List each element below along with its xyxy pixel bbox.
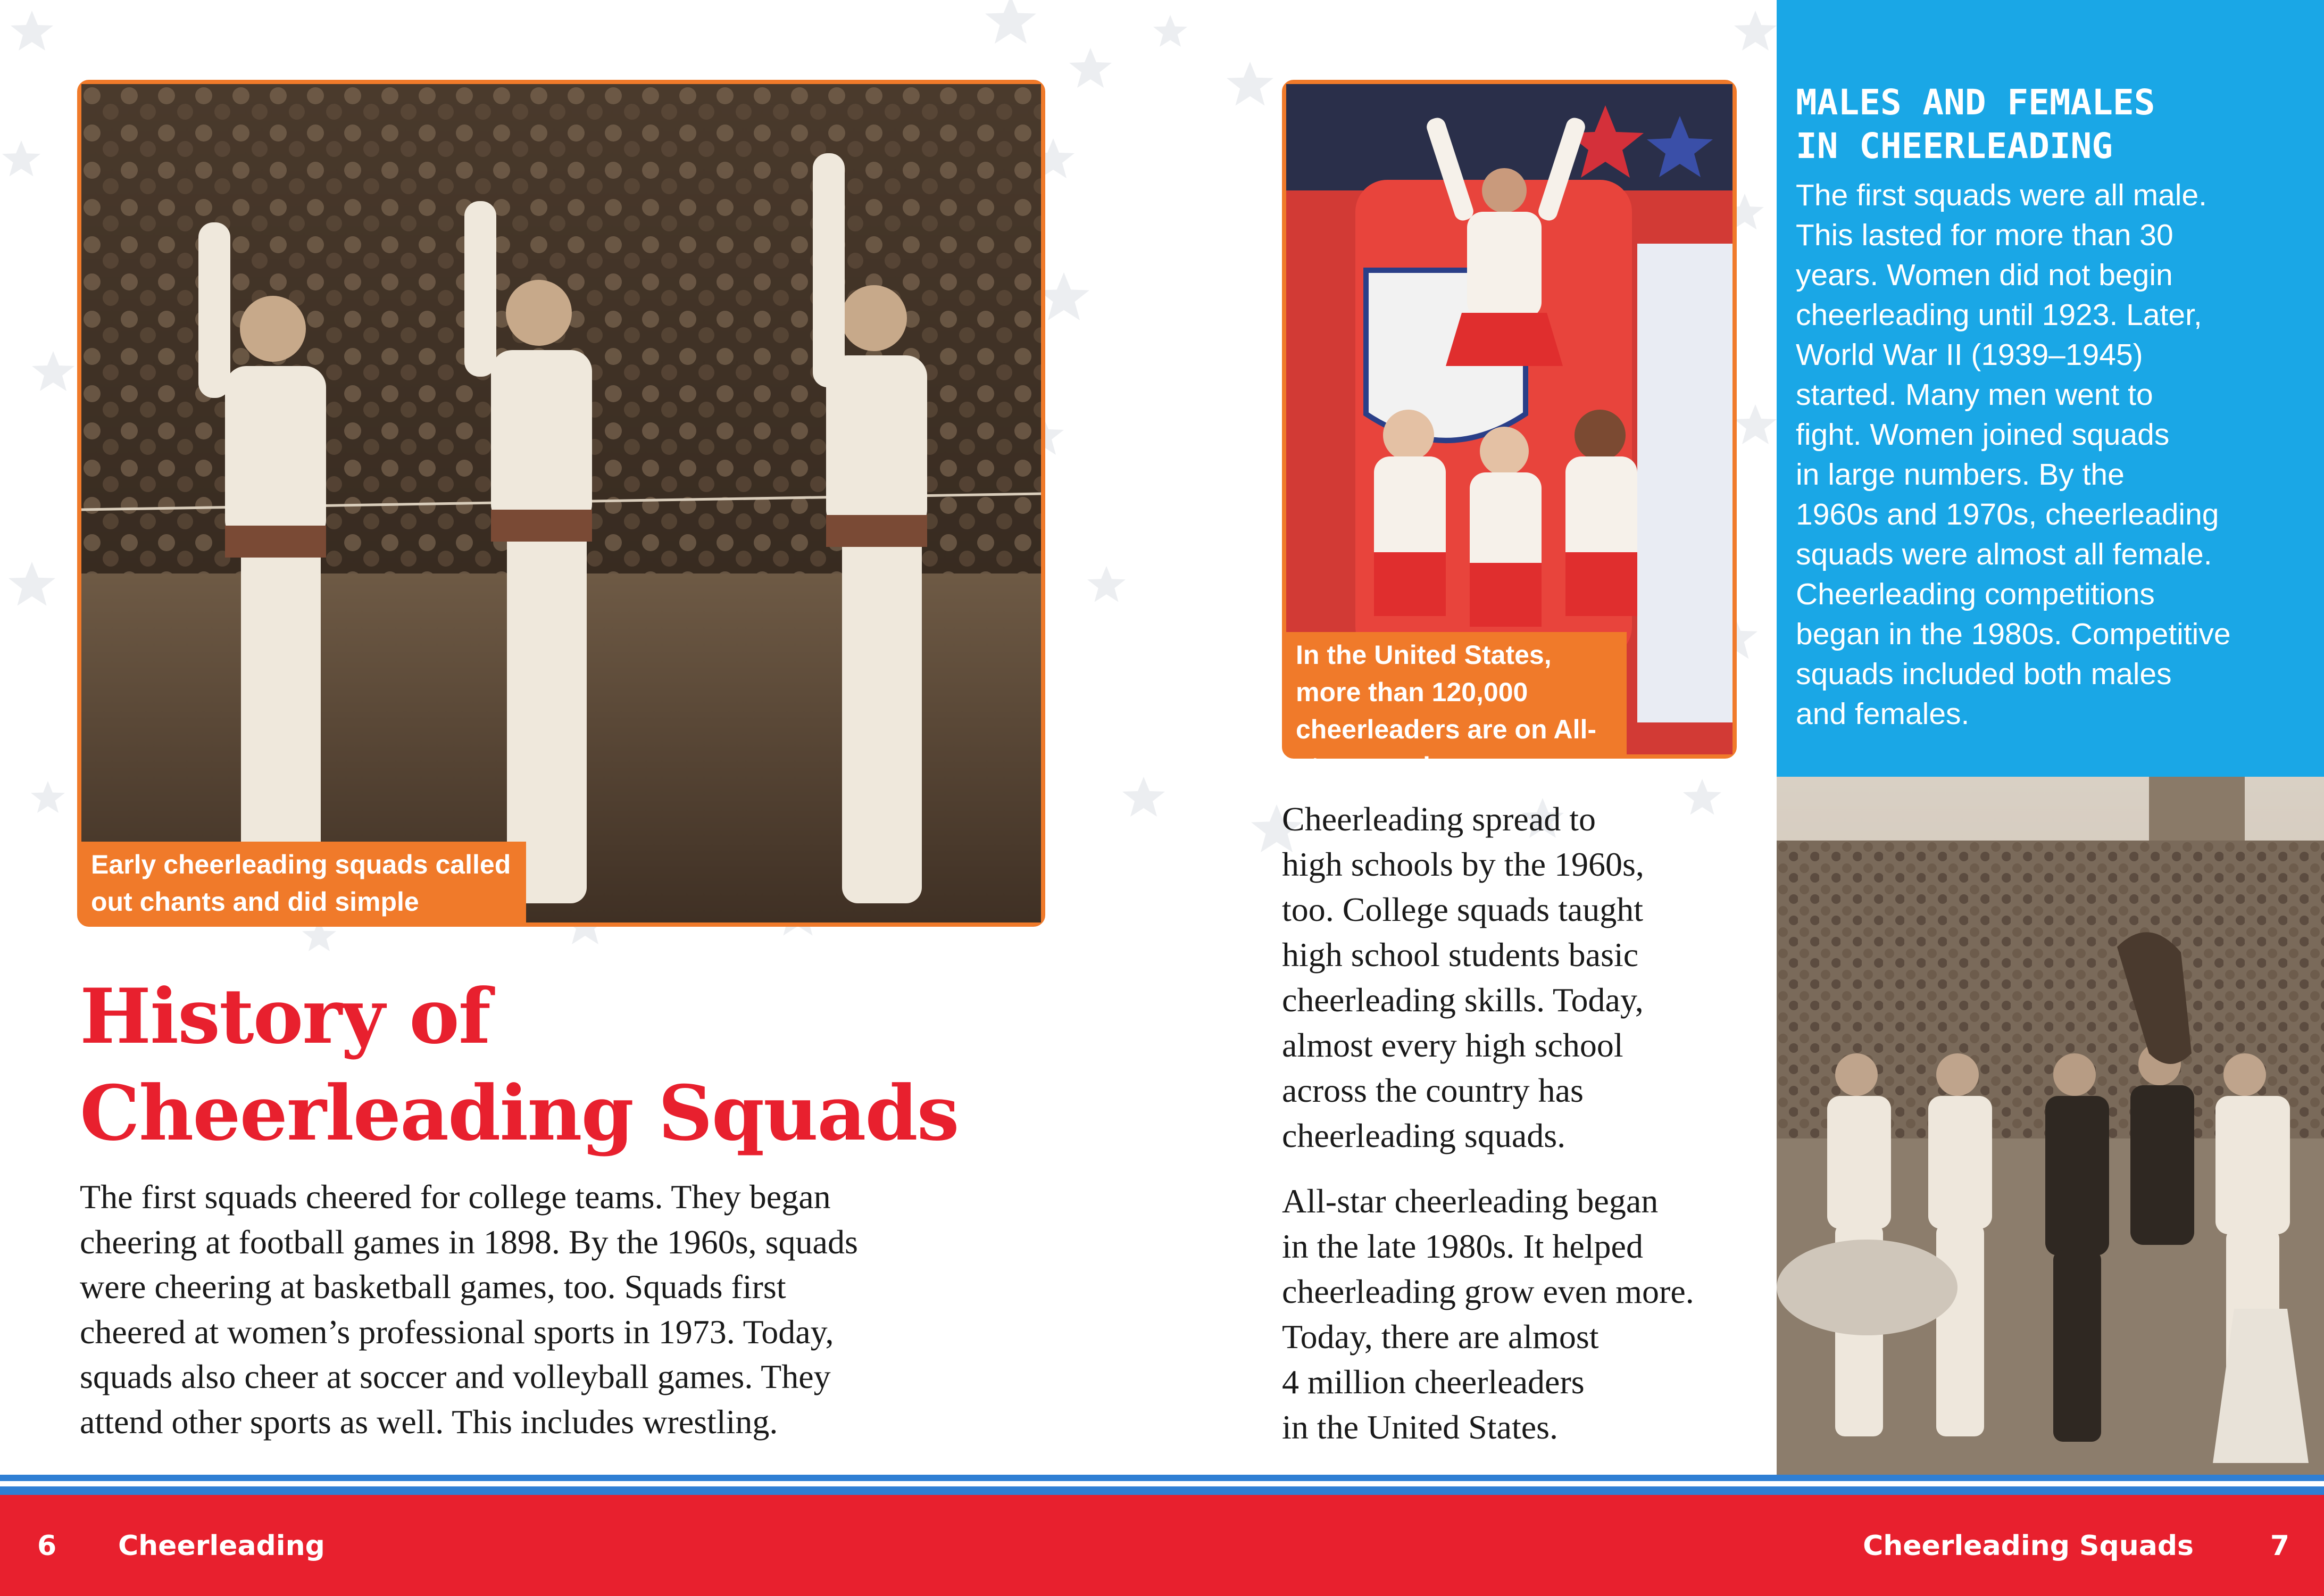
sidebar-line: This lasted for more than 30 <box>1796 218 2173 252</box>
body-line: cheered at women’s professional sports in 1973. Today, <box>80 1312 834 1351</box>
page-number-left: 6 <box>37 1530 57 1562</box>
footer-stripe-bottom <box>0 1486 2324 1495</box>
heading-line-1: History of <box>80 972 490 1061</box>
body-line: were cheering at basketball games, too. Squads first <box>80 1268 786 1306</box>
sidebar-line: years. Women did not begin <box>1796 258 2173 292</box>
sidebar-line: squads were almost all female. <box>1796 537 2212 571</box>
sidebar-line: The first squads were all male. <box>1796 178 2207 212</box>
page-number-right: 7 <box>2270 1530 2289 1562</box>
sidebar-line: began in the 1980s. Competitive <box>1796 617 2231 651</box>
body-line: in the United States. <box>1282 1408 1559 1446</box>
body-line: high schools by the 1960s, <box>1282 845 1644 883</box>
body-line: Cheerleading spread to <box>1282 800 1596 838</box>
body-line: across the country has <box>1282 1071 1584 1109</box>
sidebar-line: squads included both males <box>1796 657 2172 691</box>
body-line: cheering at football games in 1898. By the 1960s, squads <box>80 1223 858 1261</box>
allstar-squad-caption <box>1286 632 1627 782</box>
allstar-squad-caption-text: In the United States, more than 120,000 cheerleaders are on All-star squads. <box>1296 640 1597 782</box>
early-squad-image <box>81 84 1041 922</box>
sidebar-line: in large numbers. By the <box>1796 458 2125 492</box>
section-heading <box>80 968 959 1162</box>
early-squad-caption-text: Early cheerleading squads called out chants and did simple motions. <box>91 850 511 954</box>
body-line: almost every high school <box>1282 1026 1623 1064</box>
heading-line-2: Cheerleading Squads <box>80 1069 959 1158</box>
early-squad-photo <box>77 80 1045 954</box>
sidebar-line: 1960s and 1970s, cheerleading <box>1796 497 2219 531</box>
body-line: Today, there are almost <box>1282 1318 1599 1356</box>
footer-stripe-top <box>0 1475 2324 1481</box>
body-line: attend other sports as well. This includes wrestling. <box>80 1402 778 1441</box>
sidebar-title <box>1796 81 2306 168</box>
sidebar-line: cheerleading until 1923. Later, <box>1796 298 2202 332</box>
sidebar-line: and females. <box>1796 697 1970 731</box>
mascot-image <box>1777 777 2324 1475</box>
body-line: cheerleading squads. <box>1282 1117 1566 1154</box>
body-text-right-p2 <box>1282 1178 1761 1450</box>
body-line: 4 million cheerleaders <box>1282 1363 1585 1401</box>
allstar-squad-photo <box>1282 80 1737 782</box>
body-line: squads also cheer at soccer and volleyball games. They <box>80 1358 831 1395</box>
body-line: The first squads cheered for college teams. They began <box>80 1178 831 1216</box>
sidebar-title-line-1: MALES AND FEMALES <box>1796 82 2155 123</box>
sidebar-line: fight. Women joined squads <box>1796 418 2170 452</box>
sidebar-title-line-2: IN CHEERLEADING <box>1796 126 2113 167</box>
body-line: cheerleading skills. Today, <box>1282 981 1644 1019</box>
body-line: high school students basic <box>1282 936 1639 974</box>
sidebar-line: started. Many men went to <box>1796 378 2153 412</box>
body-line: cheerleading grow even more. <box>1282 1273 1694 1310</box>
body-line: All-star cheerleading began <box>1282 1182 1659 1220</box>
footer-book-title: Cheerleading <box>118 1530 325 1562</box>
sidebar-text <box>1796 176 2306 734</box>
early-squad-caption <box>81 842 526 954</box>
body-text-left <box>80 1175 931 1444</box>
footer-stripe-mid <box>0 1481 2324 1486</box>
body-text-right-p1 <box>1282 796 1761 1158</box>
body-line: in the late 1980s. It helped <box>1282 1227 1643 1265</box>
mascot-photo <box>1777 777 2324 1475</box>
sidebar-line: World War II (1939–1945) <box>1796 338 2143 372</box>
sidebar-line: Cheerleading competitions <box>1796 577 2155 611</box>
body-line: too. College squads taught <box>1282 891 1644 928</box>
footer-chapter-title: Cheerleading Squads <box>1863 1530 2194 1562</box>
